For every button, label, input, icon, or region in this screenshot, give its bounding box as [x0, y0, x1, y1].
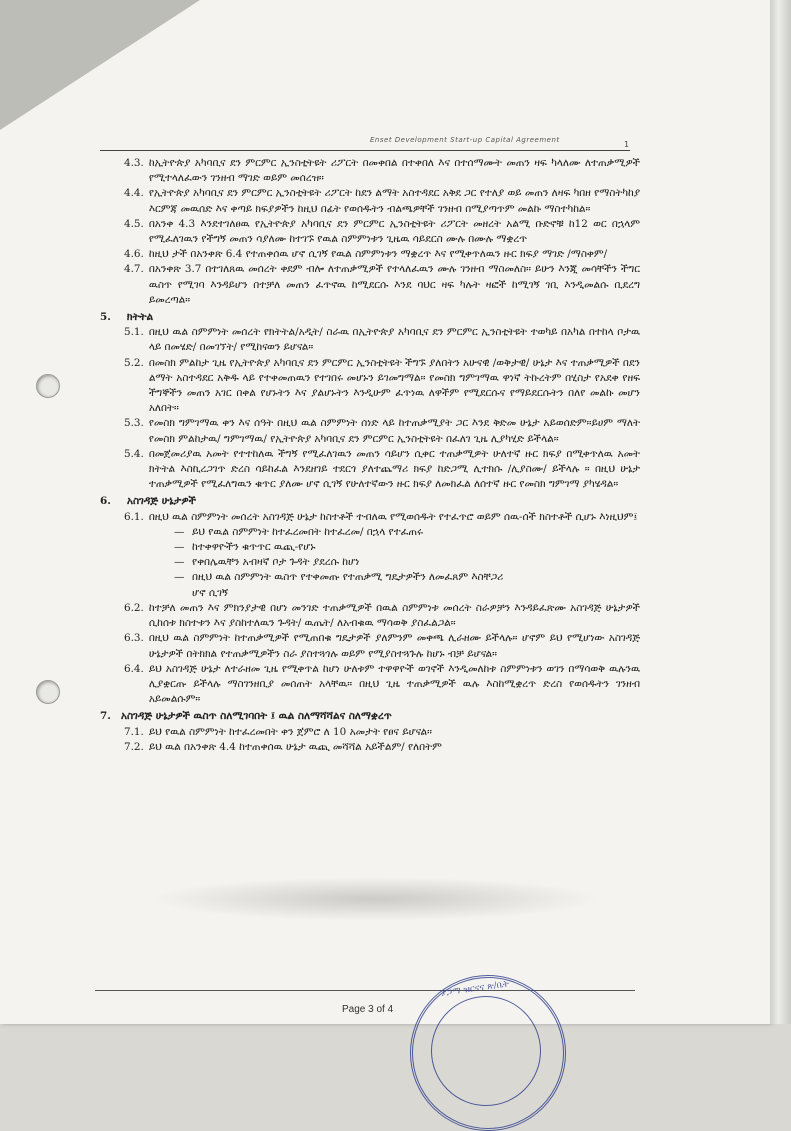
footer-rule — [95, 990, 635, 991]
clause-7-1: 7.1. ይህ የዉል ስምምነት ከተፈረመበት ቀን ጀምሮ ለ 10 አመታት የፀና ይሆናል። — [124, 725, 432, 738]
header-rule — [100, 150, 630, 151]
clauses-section-6-cont — [124, 601, 640, 707]
punch-hole-bottom — [36, 680, 60, 704]
section-7-heading: 7. አስገዳጅ ሁኔታዎች ዉስጥ ስለሚገባበት ፤ ዉል ስለማሻሻልና ስለማቋረጥ — [100, 710, 392, 723]
list-item-continuation: ሆኖ ሲገኝ — [192, 586, 229, 599]
clause-7-2: 7.2. ይህ ዉል በአንቀጽ 4.4 ከተጠቀሰዉ ሁኔታ ዉጪ መሻሻል አይችልም/ የለበትም — [124, 740, 442, 753]
scan-smudge — [150, 877, 600, 921]
clause-5-3: 5.3. የመስክ ግምገማዉ ቀን እና ሰዓት በዚህ ዉል ስምምነት ሰነድ ላይ ከተጠቃሚያት ጋር እንደ ቅድመ ሁኔታ አይወሰድም።ይሀም ማለት የመስክ ምልከታዉ/ ግምገማዉ/ የኢትዮጵያ አካባቢና ደን ምርምር ኢንስቲትዩት በፈለገ ጊዜ ሊያካሂድ ይችላል። — [124, 417, 640, 445]
page-number: Page 3 of 4 — [342, 1004, 394, 1015]
list-item: — በዚህ ዉል ስምምነት ዉስጥ የተቀመጡ የተጠቃሚ ግዴታዎችን ለመፈጸም እስቸጋሪ — [174, 571, 504, 584]
force-majeure-list — [100, 525, 640, 601]
official-stamp — [410, 975, 566, 1131]
running-header: Enset Development Start-up Capital Agreement — [370, 136, 560, 144]
list-item: — የቀበሌዉቸን አብዛኛ ቦታ ጉዳት ያደረሱ ከሆነ — [174, 556, 360, 569]
section-6-heading: 6. አስገዳጅ ሁኔታዎች — [100, 495, 196, 508]
document-body — [100, 156, 640, 755]
stamp-inner-ring — [431, 996, 541, 1106]
clause-6-1: 6.1. በዚህ ዉል ስምምነት መሰረት አስገዳጅ ሁኔታ ከስተቶች ተብለዉ የሚወሰዱት የተፈጥሮ ወይም ሰዉ-ሰች ክስተቶች ሲሆኑ እነዚህም፤ — [124, 510, 638, 523]
clauses-section-5 — [124, 325, 640, 492]
list-item: — ከተቀዋዮችን ቁጥጥር ዉጪ-የሆኑ — [174, 541, 316, 554]
clause-4-4: 4.4. የኢትዮጵያ አካባቢና ደን ምርምር ኢንስቲትዩት ሪፖርት ከደን ልማት አስተዳደር አቅደ ጋር የተለያ ወይ መጠን ለዛፍ ካበዘ የማስትካከያ እርምጃ መዉሰድ እና ቀጣይ ክፍያዎችን ከዚህ በፊት የወሰዱትን ብልጫዎቸች ገንዘብ በሚያጣጥም መልኩ ማስተካከል። — [124, 187, 640, 215]
page-stack-edge — [770, 0, 791, 1024]
list-item: — ይህ የዉል ስምምነት ከተፈረመበት ከተፈረመ/ በኋላ የተፈጠሩ — [174, 525, 423, 538]
clause-6-4: 6.4. ይህ አስገዳጅ ሁኔታ ለተራዘመ ጊዜ የሚቀጥል ከሆነ ሁለቱም ተዋዋዮች ወገኖች እንዲመለከቱ ስምምነቱን ወገን በማሳወቅ ዉሉንዉ ሊያቋርጡ ይችላሉ ማስገንዘቢያ መሰጠት አላቸዉ። በዚህ ጊዜ ተጠቃሚዎች ዉሉ እስከሚቋረጥ ድረስ የወሰዱትን ገንዘብ አይመልሱም። — [124, 662, 640, 706]
clause-4-5: 4.5. በአንቀ 4.3 እንደተገለፀዉ የኢትዮጵያ አካባቢና ደን ምርምር ኢንስቲትዩት ሪፖርት መዘረት አልሚ ቡድኖቹ ከ12 ወር በኋላም የሚፈለገዉን የችግኝ መጠን ሳያለሙ ከተገኙ የዉል ስምምነቱን ጊዜዉ ሳይደርስ ሙሉ በሙሉ ማቋረጥ — [124, 217, 640, 246]
clause-5-4: 5.4. በመጀመሪያዉ አመት የተተከለዉ ችግኝ የሚፈለገዉን መጠን ሳይሆን ሲቀር ተጠቃሚዎት ሁለተኛ ዙር ክፍያ በሚቀጥለዉ አመት ክትትል እስኪረጋገጥ ድረስ ሳይከፈል እንደዘገይ ተደርጎ ያለተጨማሪ ክፍያ ከድጋሚ ሊተክሱ /ሊያስሙ/ ይችላሉ ። በዚህ ሁኔታ ተጠቃሚዎች የሚፈለግዉን ቁጥር ያለሙ ሆኖ ሲገኝ የሁለተኛውን ዙር ክፍያ ለመክፈል ለሰተኛ ዙር የመስክ ግምገማ ያካሄዳል። — [124, 447, 640, 491]
clauses-section-7 — [124, 725, 640, 755]
clause-5-1: 5.1. በዚህ ዉል ስምምነት መሰረት የክትትል/አዲት/ ስራዉ በኢትዮጵያ አካባቢና ደን ምርምር ኢንስቲትዩት ተወካይ በአካል በተከላ ቦታዉ ላይ በመሄድ/ በመገኘት/ የሚከናወን ይሆናል። — [124, 326, 640, 354]
clauses-section-4 — [124, 156, 640, 308]
section-5-heading: 5. ክትትል — [100, 311, 154, 324]
folded-corner — [0, 0, 200, 130]
punch-hole-top — [36, 374, 60, 398]
clause-6-2: 6.2. ከተቻለ መጠን እና ምክንያታዊ በሆነ መንገድ ተጠቃሚዎች በዉል ስምምነቱ መሰረት ስራዎቻን እንዳይፈጽሙ አስገዳጅ ሁኔታዎች ሲከሰቱ ክስተቱን እና ያስከተለዉን ጉዳት/ ዉጤት/ ለአብቁዉ ማሳወቅ ያስፈልጋል። — [124, 601, 640, 630]
clause-4-7: 4.7. በአንቀጽ 3.7 በተገለጸዉ መሰረት ቀደም ብሎ ለተጠቃሚዎች የተላለፈዉን ሙሉ ገንዘብ ማስመለስ። ይሁን እንጂ መሳቸችን ችግር ዉስጥ የሚገባ እንዳይሆን በተቻለ መጠን ፈጥኖዉ ከሚደርሱ እንደ ባህር ዛፍ ካሉት ዛፎች ከሚገኝ ገቢ እንዲመልሱ ቢደረግ ይመረጣል። — [124, 263, 640, 306]
clauses-section-6 — [124, 510, 640, 525]
stamp-text: ያጋማ ዝርናና ጽ/ቤት — [440, 979, 510, 999]
header-marker: 1 — [624, 140, 630, 149]
clause-4-3: 4.3. ከኢትዮጵያ አካባቢና ደን ምርምር ኢንስቲትዩት ሪፖርት በመቀበል በተቀበለ እና በተሰማሙት መጠን ዛፍ ካላለሙ ለተጠቃሚዎች የሚተላለፈውን ገንዘብ ማገድ ወይም መሰረዝ። — [124, 157, 640, 185]
clause-4-6: 4.6. ከዚህ ታች በአንቀጽ 6.4 የተጠቀሰዉ ሆኖ ሲገኝ የዉል ስምምነቱን ማቋረጥ እና የሚቀጥለዉን ዙር ክፍያ ማገድ /ማስቀም/ — [124, 248, 608, 261]
clause-6-3: 6.3. በዚህ ዉል ስምምነት ከተጠቃሚዎች የሚጠበቁ ግዴታዎች ያለምንም መቀጫ ሊራዘሙ ይችላሉ። ሆኖም ይህ የሚሆነው አስገዳጅ ሁኔታዎች በትክክል የተጠቃሚዎችን ስራ ያስተጓጎሉ ወይም የሚያስተጓጉሉ ከሆኑ ብቻ ይሆናል። — [124, 632, 640, 660]
clause-5-2: 5.2. በመስክ ምልከታ ጊዜ የኢትዮጵያ አካባቢና ደን ምርምር ኢንስቲትዩት ችግኙ ያለበትን አሁናዊ /ወቅታዊ/ ሁኔታ እና ተጠቃሚዎች በደን ልማት አስተዳደር አቅዱ ላይ የተቀመጠዉን የተገበሩ መሆኑን ይገመግማል። የመስክ ግምገማዉ ዋነኛ ትኩረትም በሂስታ የአደቀ የዘፍ ችግኞችን መጠን አገር በቀል የሆኑትን እና ያልሆኑትን እንዲሁም ፈጥነዉ ለዋችም የሚደርሱና የማይደርሱትን በለየ መልኩ መሆን አለበት። — [124, 356, 640, 415]
